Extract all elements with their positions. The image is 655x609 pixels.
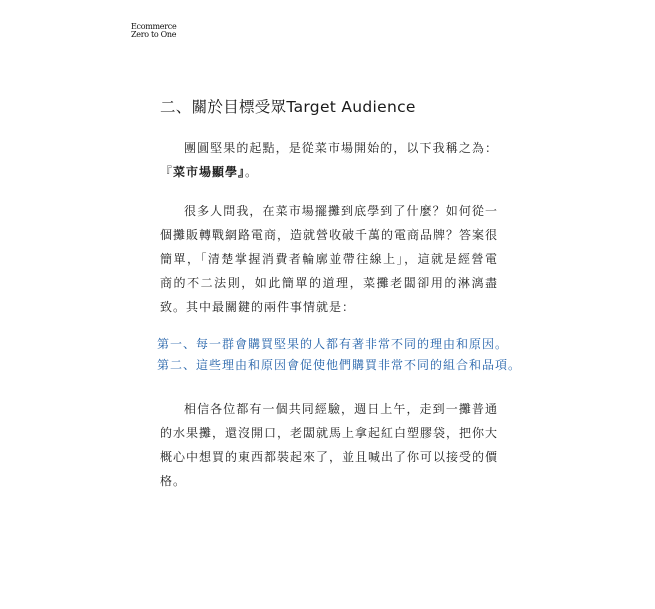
intro-end: 。 — [245, 165, 259, 179]
body-paragraph-2: 相信各位都有一個共同經驗，週日上午，走到一攤普通的水果攤，還沒開口，老闆就馬上拿起紅白塑膠袋，把你大概心中想買的東西都裝起來了，並且喊出了你可以接受的價格。 — [160, 402, 499, 488]
key-point-2: 第二、這些理由和原因會促使他們購買非常不同的組合和品項。 — [157, 358, 522, 372]
page-content — [157, 96, 522, 508]
intro-paragraph — [160, 136, 498, 184]
key-points — [157, 334, 522, 376]
intro-text: 團圓堅果的起點，是從菜市場開始的，以下我稱之為：『 — [160, 141, 498, 179]
body-paragraph-1: 很多人問我，在菜市場擺攤到底學到了什麼？如何從一個攤販轉戰網路電商，造就營收破千萬的電商品牌？答案很簡單，「清楚掌握消費者輪廓並帶往線上」，這就是經營電商的不二法則，如此簡單的道理，菜攤老闆卻用的淋漓盡致。其中最關鍵的兩件事情就是： — [160, 204, 499, 314]
logo-line-2: Zero to One — [131, 30, 177, 39]
section-heading: 二、關於目標受眾Target Audience — [160, 98, 416, 116]
key-point-1: 第一、每一群會購買堅果的人都有著非常不同的理由和原因。 — [157, 337, 509, 351]
logo-line-1: Ecommerce — [131, 22, 177, 31]
publisher-logo — [131, 23, 176, 39]
intro-bold-term: 菜市場顯學』 — [173, 165, 246, 179]
